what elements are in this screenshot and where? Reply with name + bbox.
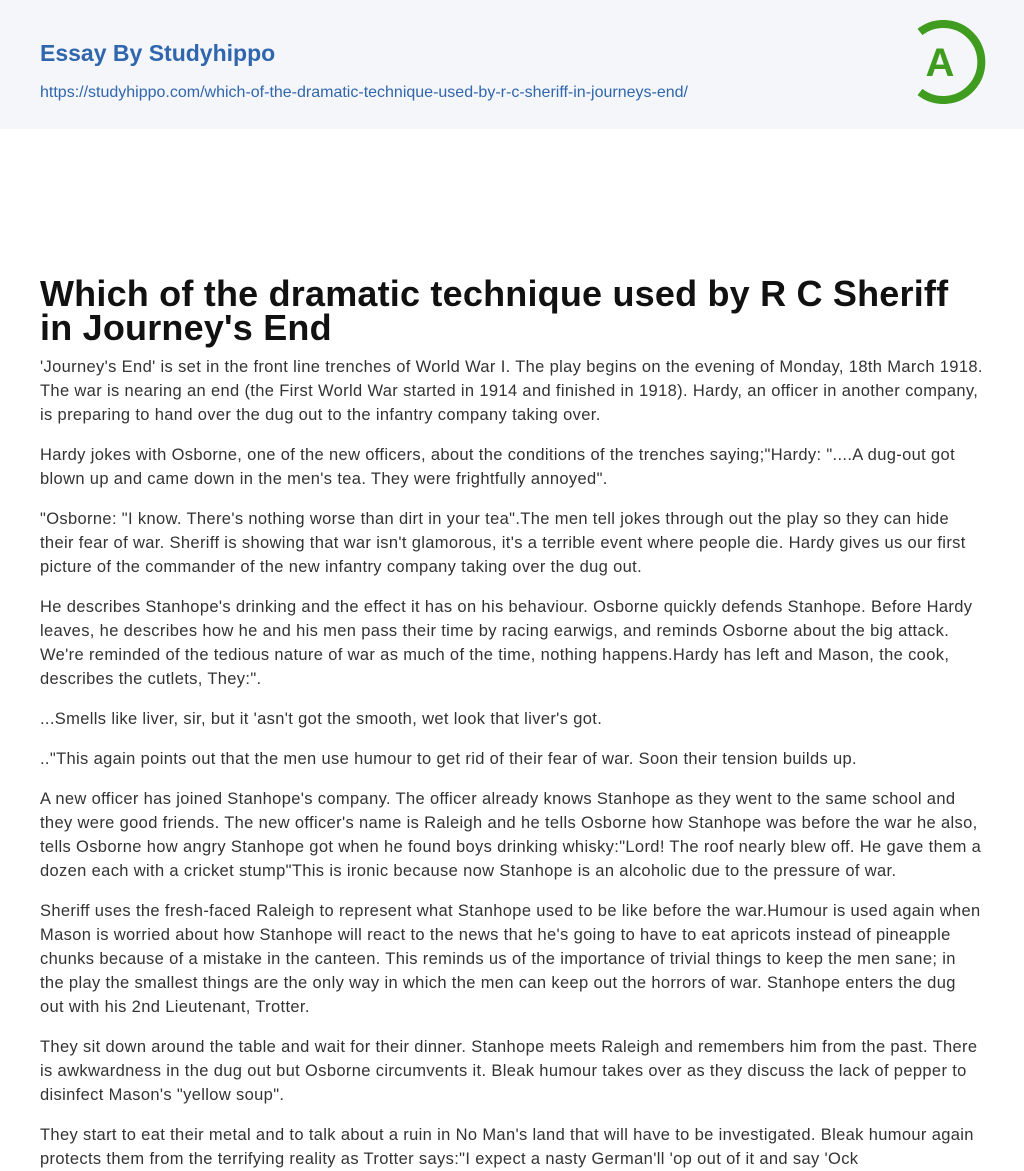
paragraph: They sit down around the table and wait for their dinner. Stanhope meets Raleigh and remembers him from the past. There is awkwardness in the dug out but Osborne circumvents it. Bleak humour takes over as they discuss the lack of pepper to disinfect Mason's "yellow soup".: [40, 1038, 978, 1104]
paragraph: Hardy jokes with Osborne, one of the new officers, about the conditions of the trenches saying;"Hardy: "....A dug-out got blown up and came down in the men's tea. They were frightfully annoyed".: [40, 446, 956, 488]
article-title: Which of the dramatic technique used by R C Sheriff in Journey's End: [40, 273, 949, 348]
site-header: [0, 0, 1024, 129]
article-body: [0, 345, 1024, 1171]
studyhippo-logo-icon: [912, 20, 986, 104]
paragraph: .."This again points out that the men use humour to get rid of their fear of war. Soon their tension builds up.: [40, 750, 857, 768]
paragraph: 'Journey's End' is set in the front line trenches of World War I. The play begins on the evening of Monday, 18th March 1918. The war is nearing an end (the First World War started in 1914 and finished in 1918). Hardy, an officer in another company, is preparing to hand over the dug out to the infantry company taking over.: [40, 358, 983, 424]
paragraph: They start to eat their metal and to talk about a ruin in No Man's land that will have to be investigated. Bleak humour again protects them from the terrifying reality as Trotter says:"I expect a nasty German'll 'op out of it and say 'Ock: [40, 1126, 974, 1168]
paragraph: ...Smells like liver, sir, but it 'asn't got the smooth, wet look that liver's got.: [40, 710, 603, 728]
brand-title: Essay By Studyhippo: [40, 40, 276, 66]
article-url-link[interactable]: https://studyhippo.com/which-of-the-dramatic-technique-used-by-r-c-sheriff-in-journeys-end/: [40, 84, 688, 101]
logo-letter: A: [925, 41, 955, 85]
paragraph: He describes Stanhope's drinking and the effect it has on his behaviour. Osborne quickly defends Stanhope. Before Hardy leaves, he describes how he and his men pass their time by racing earwigs, and reminds Osborne about the big attack. We're reminded of the tedious nature of war as much of the time, nothing happens.Hardy has left and Mason, the cook, describes the cutlets, They:".: [40, 598, 973, 688]
paragraph: A new officer has joined Stanhope's company. The officer already knows Stanhope as they went to the same school and they were good friends. The new officer's name is Raleigh and he tells Osborne how Stanhope was before the war he also, tells Osborne how angry Stanhope got when he found boys drinking whisky:"Lord! The roof nearly blew off. He gave them a dozen each with a cricket stump"This is ironic because now Stanhope is an alcoholic due to the pressure of war.: [40, 790, 982, 880]
paragraph: Sheriff uses the fresh-faced Raleigh to represent what Stanhope used to be like before the war.Humour is used again when Mason is worried about how Stanhope will react to the news that he's going to have to eat apricots instead of pineapple chunks because of a mistake in the canteen. This reminds us of the importance of trivial things to keep the men sane; in the play the smallest things are the only way in which the men can keep out the horrors of war. Stanhope enters the dug out with his 2nd Lieutenant, Trotter.: [40, 902, 981, 1016]
paragraph: "Osborne: "I know. There's nothing worse than dirt in your tea".The men tell jokes through out the play so they can hide their fear of war. Sheriff is showing that war isn't glamorous, it's a terrible event where people die. Hardy gives us our first picture of the commander of the new infantry company taking over the dug out.: [40, 510, 966, 576]
